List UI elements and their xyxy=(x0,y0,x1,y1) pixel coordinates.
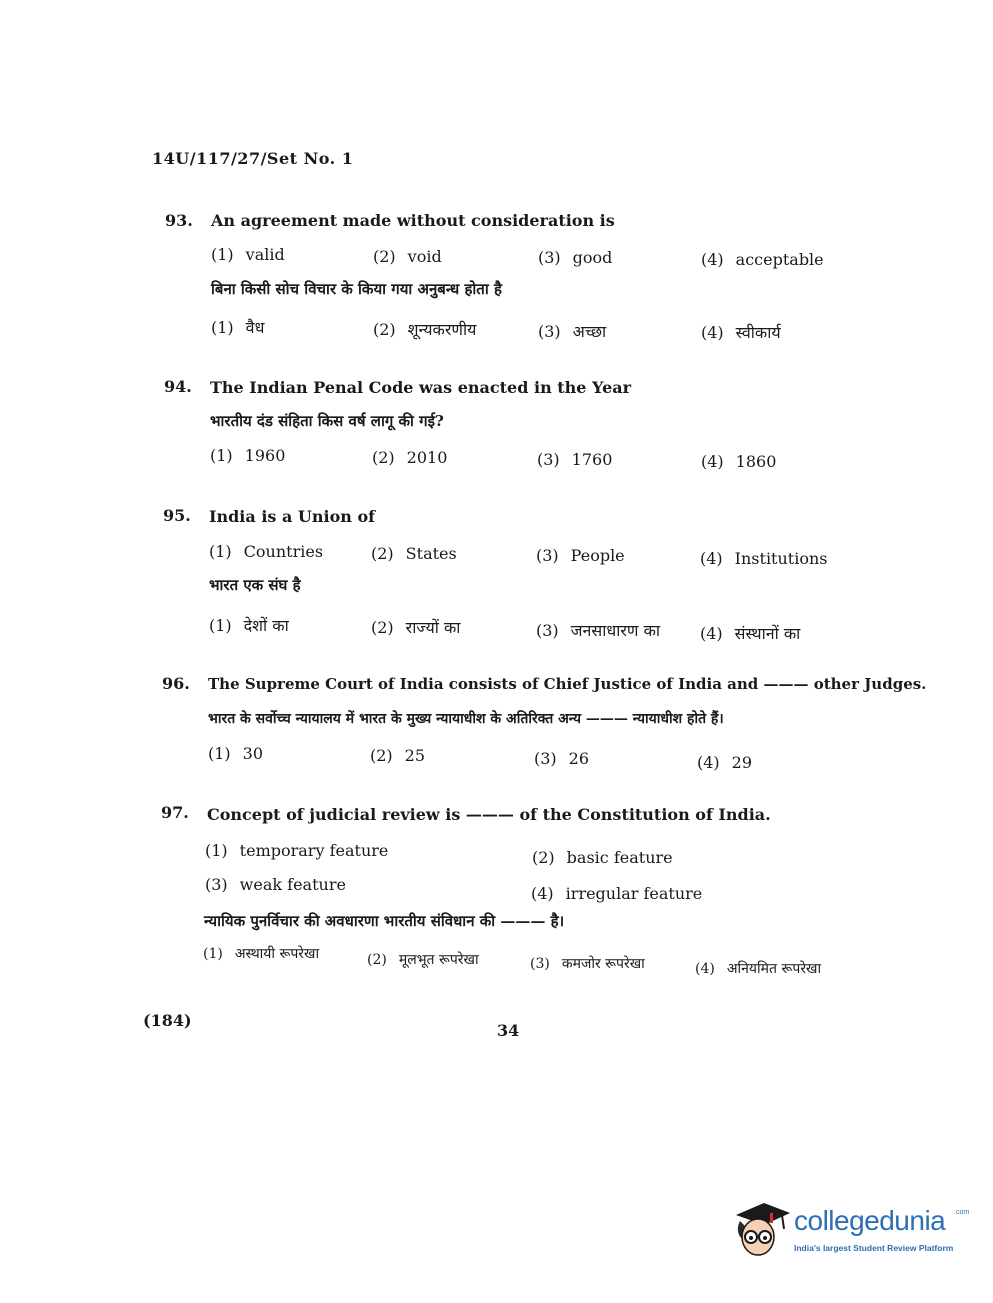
question-97-text: Concept of judicial review is ——— of the Constitution of India. xyxy=(207,805,771,824)
q95-option-3: (3) People xyxy=(536,546,625,565)
q96-option-2: (2) 25 xyxy=(370,746,426,765)
logo-wordmark: collegedunia xyxy=(794,1205,946,1236)
set-code: 14U/117/27/Set No. 1 xyxy=(152,149,354,168)
q94-option-1: (1) 1960 xyxy=(210,446,286,465)
question-95-number: 95. xyxy=(163,506,191,525)
question-96-text: The Supreme Court of India consists of Chief Justice of India and ——— other Judges. xyxy=(208,675,927,693)
question-97-hindi: न्यायिक पुनर्विचार की अवधारणा भारतीय संविधान की ——— है। xyxy=(204,912,565,930)
q93-option-1: (1) valid xyxy=(211,245,285,264)
q93-hindi-option-1: (1) वैध xyxy=(211,318,265,337)
question-93-text: An agreement made without consideration is xyxy=(211,211,615,230)
q94-option-2: (2) 2010 xyxy=(372,448,448,467)
q97-option-4: (4) irregular feature xyxy=(531,884,703,903)
question-93-number: 93. xyxy=(165,211,193,230)
q95-hindi-option-1: (1) देशों का xyxy=(209,616,289,635)
q95-hindi-option-3: (3) जनसाधारण का xyxy=(536,621,660,640)
q97-hindi-option-2: (2) मूलभूत रूपरेखा xyxy=(367,952,479,968)
question-94-number: 94. xyxy=(164,377,192,396)
question-94-text: The Indian Penal Code was enacted in the Year xyxy=(210,378,632,397)
q97-hindi-option-1: (1) अस्थायी रूपरेखा xyxy=(203,946,320,962)
q93-option-3: (3) good xyxy=(538,248,613,267)
q95-hindi-option-2: (2) राज्यों का xyxy=(371,618,461,637)
q95-option-2: (2) States xyxy=(371,544,457,563)
q94-option-3: (3) 1760 xyxy=(537,450,613,469)
q97-option-2: (2) basic feature xyxy=(532,848,673,867)
q93-hindi-option-3: (3) अच्छा xyxy=(538,322,607,341)
q96-option-4: (4) 29 xyxy=(697,753,753,772)
question-96-number: 96. xyxy=(162,674,190,693)
question-95-text: India is a Union of xyxy=(209,507,376,526)
question-96-hindi: भारत के सर्वोच्च न्यायालय में भारत के मुख्य न्यायाधीश के अतिरिक्त अन्य ——— न्यायाधीश होते हैं। xyxy=(208,711,724,727)
question-93-hindi: बिना किसी सोच विचार के किया गया अनुबन्ध होता है xyxy=(211,280,502,298)
collegedunia-logo xyxy=(732,1195,972,1275)
q97-option-1: (1) temporary feature xyxy=(205,841,389,860)
q93-option-2: (2) void xyxy=(373,247,442,266)
q94-option-4: (4) 1860 xyxy=(701,452,777,471)
footer-code: (184) xyxy=(143,1011,192,1030)
q95-option-1: (1) Countries xyxy=(209,542,324,561)
logo-dotcom: .com xyxy=(954,1209,970,1216)
q97-option-3: (3) weak feature xyxy=(205,875,346,894)
q93-hindi-option-2: (2) शून्यकरणीय xyxy=(373,320,477,339)
q93-option-4: (4) acceptable xyxy=(701,250,824,269)
mascot-icon xyxy=(732,1195,792,1265)
q96-option-3: (3) 26 xyxy=(534,749,590,768)
page-number: 34 xyxy=(497,1021,520,1040)
q96-option-1: (1) 30 xyxy=(208,744,264,763)
q95-hindi-option-4: (4) संस्थानों का xyxy=(700,624,801,643)
question-94-hindi: भारतीय दंड संहिता किस वर्ष लागू की गई? xyxy=(210,412,444,430)
question-97-number: 97. xyxy=(161,803,189,822)
question-95-hindi: भारत एक संघ है xyxy=(209,576,301,594)
q97-hindi-option-3: (3) कमजोर रूपरेखा xyxy=(530,956,645,972)
q93-hindi-option-4: (4) स्वीकार्य xyxy=(701,323,781,342)
q95-option-4: (4) Institutions xyxy=(700,549,828,568)
logo-tagline: India's largest Student Review Platform xyxy=(794,1243,954,1253)
q97-hindi-option-4: (4) अनियमित रूपरेखा xyxy=(695,961,822,977)
